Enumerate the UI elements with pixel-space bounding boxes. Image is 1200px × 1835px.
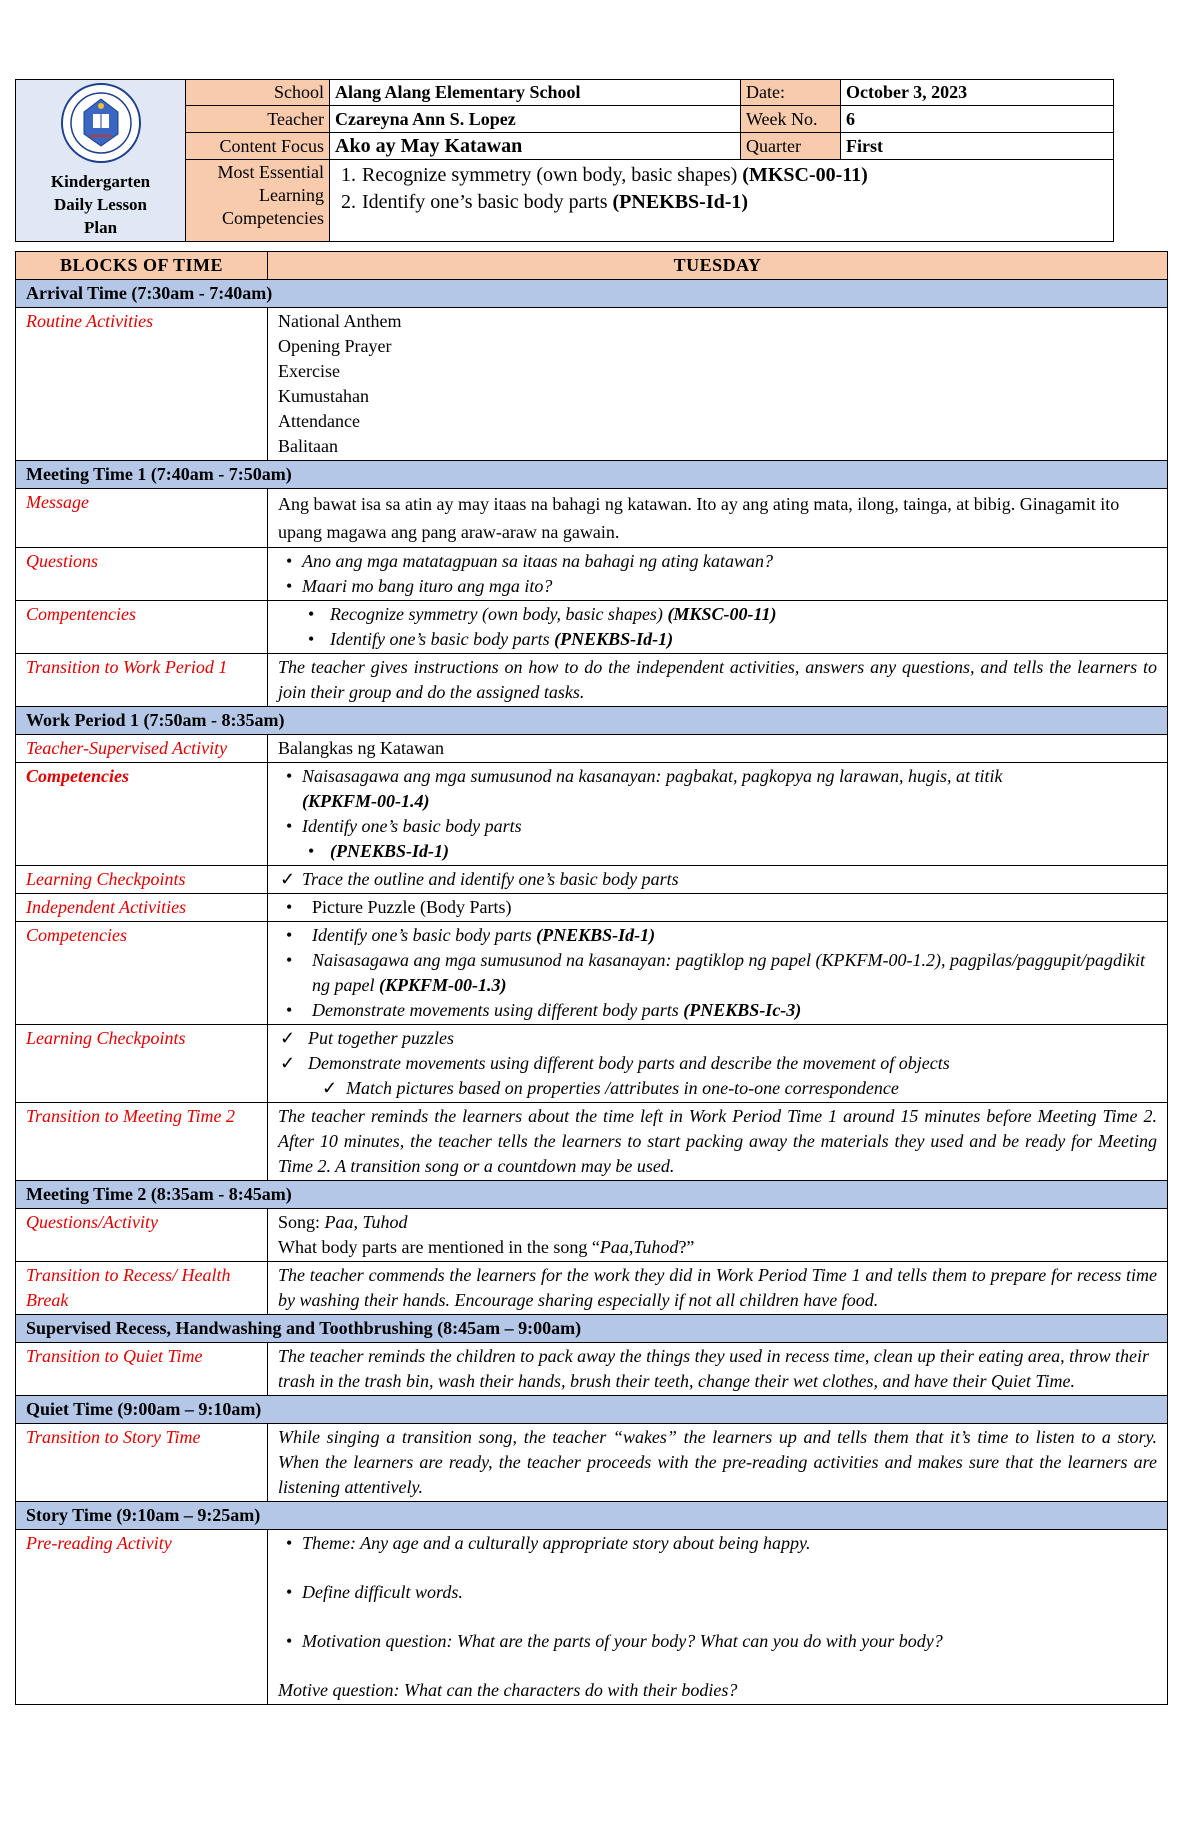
section-story: Story Time (9:10am – 9:25am) — [16, 1502, 1168, 1530]
date-label: Date: — [741, 80, 841, 106]
mel-item: 2. Identify one’s basic body parts (PNEKBS-Id-1) — [341, 191, 749, 214]
independent-activities-list: • Picture Puzzle (Body Parts) — [268, 894, 1168, 922]
transition-work1-text: The teacher gives instructions on how to do the independent activities, answers any questions, and tells the learners to join their group and do the assigned tasks. — [268, 654, 1168, 707]
learning-checkpoints2-list: ✓ Put together puzzles ✓ Demonstrate movements using different body parts and describe the movement of objects ✓ Match pictures based on properties /attributes in one-to-one correspondence — [268, 1025, 1168, 1103]
school-label: School — [186, 80, 330, 106]
section-quiet: Quiet Time (9:00am – 9:10am) — [16, 1396, 1168, 1424]
transition-meeting2-text: The teacher reminds the learners about the time left in Work Period Time 1 around 15 minutes before Meeting Time 2. After 10 minutes, the teacher tells the learners to start packing away the materials they used and be ready for Meeting Time 2. A transition song or a countdown may be used. — [268, 1103, 1168, 1181]
quarter-value: First — [841, 132, 1114, 160]
message-label: Message — [16, 489, 268, 548]
questions-list: • Ano ang mga matatagpuan sa itaas na bahagi ng ating katawan? • Maari mo bang ituro ang mga ito? — [268, 548, 1168, 601]
routine-label: Routine Activities — [16, 308, 268, 461]
quarter-label: Quarter — [741, 132, 841, 160]
transition-meeting2-label: Transition to Meeting Time 2 — [16, 1103, 268, 1181]
date-value: October 3, 2023 — [841, 80, 1114, 106]
week-value: 6 — [841, 106, 1114, 132]
transition-quiet-label: Transition to Quiet Time — [16, 1343, 268, 1396]
section-work1: Work Period 1 (7:50am - 8:35am) — [16, 707, 1168, 735]
col-header-blocks: BLOCKS OF TIME — [16, 252, 268, 280]
school-value: Alang Alang Elementary School — [330, 80, 741, 106]
compentencies-list: • Recognize symmetry (own body, basic shapes) (MKSC-00-11) • Identify one’s basic body parts (PNEKBS-Id-1) — [268, 601, 1168, 654]
mel-item: 1. Recognize symmetry (own body, basic shapes) (MKSC-00-11) — [341, 164, 868, 187]
compentencies-label: Compentencies — [16, 601, 268, 654]
transition-quiet-text: The teacher reminds the children to pack away the things they used in recess time, clean up their eating area, throw their trash in the trash bin, wash their hands, brush their teeth, change their wet clothes, and have their Quiet Time. — [268, 1343, 1168, 1396]
logo-cell — [16, 80, 186, 242]
transition-recess-text: The teacher commends the learners for the work they did in Work Period Time 1 and tells them to prepare for recess time by washing their hands. Encourage sharing especially if not all children have food. — [268, 1262, 1168, 1315]
mel-list — [330, 160, 1114, 242]
learning-checkpoints-label: Learning Checkpoints — [16, 866, 268, 894]
mel-label: Most Essential Learning Competencies — [186, 160, 330, 242]
routine-list: National Anthem Opening Prayer Exercise Kumustahan Attendance Balitaan — [268, 308, 1168, 461]
transition-story-label: Transition to Story Time — [16, 1424, 268, 1502]
focus-value: Ako ay May Katawan — [330, 132, 741, 160]
teacher-value: Czareyna Ann S. Lopez — [330, 106, 741, 132]
questions-activity-label: Questions/Activity — [16, 1209, 268, 1262]
tsa-value: Balangkas ng Katawan — [268, 735, 1168, 763]
pre-reading-label: Pre-reading Activity — [16, 1530, 268, 1705]
tsa-label: Teacher-Supervised Activity — [16, 735, 268, 763]
focus-label: Content Focus — [186, 132, 330, 160]
competencies-label: Competencies — [16, 763, 268, 866]
section-arrival: Arrival Time (7:30am - 7:40am) — [16, 280, 1168, 308]
pre-reading-list: • Theme: Any age and a culturally appropriate story about being happy. • Define difficult words. • Motivation question: What are the parts of your body? What can you do with your body? Motive question: What can the characters do with their bodies? — [268, 1530, 1168, 1705]
competencies-list: • Naisasagawa ang mga sumusunod na kasanayan: pagbakat, pagkopya ng larawan, hugis, at titik (KPKFM-00-1.4) • Identify one’s basic body parts • (PNEKBS-Id-1) — [268, 763, 1168, 866]
transition-recess-label: Transition to Recess/ Health Break — [16, 1262, 268, 1315]
transition-story-text: While singing a transition song, the teacher “wakes” the learners up and tells them that it’s time to listen to a story. When the learners are ready, the teacher proceeds with the pre-reading activities and makes sure that the learners are listening attentively. — [268, 1424, 1168, 1502]
teacher-label: Teacher — [186, 106, 330, 132]
section-recess: Supervised Recess, Handwashing and Toothbrushing (8:45am – 9:00am) — [16, 1315, 1168, 1343]
week-label: Week No. — [741, 106, 841, 132]
competencies2-label: Competencies — [16, 922, 268, 1025]
questions-label: Questions — [16, 548, 268, 601]
questions-activity-text: Song: Paa, Tuhod What body parts are mentioned in the song “Paa,Tuhod?” — [268, 1209, 1168, 1262]
learning-checkpoints-list: ✓ Trace the outline and identify one’s basic body parts — [268, 866, 1168, 894]
deped-seal-icon — [60, 82, 142, 164]
message-text: Ang bawat isa sa atin ay may itaas na bahagi ng katawan. Ito ay ang ating mata, ilong, tainga, at bibig. Ginagamit ito upang magawa ang pang araw-araw na gawain. — [268, 489, 1168, 548]
section-meeting2: Meeting Time 2 (8:35am - 8:45am) — [16, 1181, 1168, 1209]
schedule-table — [15, 251, 1168, 1705]
plan-caption: Kindergarten Daily Lesson Plan — [50, 172, 151, 237]
competencies2-list: • Identify one’s basic body parts (PNEKBS-Id-1) • Naisasagawa ang mga sumusunod na kasanayan: pagtiklop ng papel (KPKFM-00-1.2), pagpilas/paggupit/pagdikit ng papel (KPKFM-00-1.3) • Demonstrate movements using different body parts (PNEKBS-Ic-3) — [268, 922, 1168, 1025]
transition-work1-label: Transition to Work Period 1 — [16, 654, 268, 707]
header-table — [15, 79, 1114, 242]
learning-checkpoints2-label: Learning Checkpoints — [16, 1025, 268, 1103]
section-meeting1: Meeting Time 1 (7:40am - 7:50am) — [16, 461, 1168, 489]
col-header-day: TUESDAY — [268, 252, 1168, 280]
independent-activities-label: Independent Activities — [16, 894, 268, 922]
